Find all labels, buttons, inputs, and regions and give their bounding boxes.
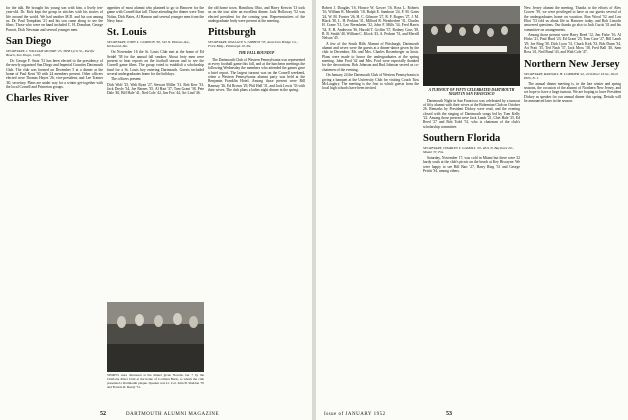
page-footer: DARTMOUTH ALUMNI MAGAZINE [126, 412, 220, 417]
section-heading-charles-river: Charles River [6, 93, 69, 105]
right-column-1 [322, 6, 419, 92]
section-body-text: On January 24 the Dartmouth Club of Western Pennsylvania is giving a banquet at the University Club for visiting Coach Tuss McLaughry. The meeting is the first to which guests from the local high schools have been invited. [322, 73, 419, 91]
section-heading-st-louis: St. Louis [107, 27, 147, 39]
secretary-line: SECRETARY, J. WILLIAM MOORE '25, 3838 Lyric St., Pacific Beach, San Diego, Calif. [6, 49, 95, 58]
secretary-line: SECRETARY, WALLACE S. GIBBON '33, American Bridge Co., Frick Bldg., Pittsburgh 19, Pa. [208, 40, 298, 49]
section-heading-southern-florida: Southern Florida [423, 133, 501, 145]
left-column-3 [208, 6, 305, 93]
section-body-text: Saturday, November 17, was cold in Miami but there were 32 hardy souls at the club's picnic on the beach at Key Biscayne. We were happy to see Bill Barr '27, Harry Ring '31 and George Pettitt '34, among others. [423, 156, 520, 174]
section-body-text: On November 16 the St. Louis Club met at the home of Ed Seidel '38 for the annual fall smoker. About forty men were present to hear reports on the football season and to see the Cornell game films. The group voted to establish a scholarship fund for a St. Louis boy entering Dartmouth. Guests included several undergraduates home for the holidays. [107, 50, 204, 77]
page-number: 53 [446, 411, 452, 417]
section-heading-san-diego: San Diego [6, 36, 52, 48]
column-intro-text: appetites of most alumni who planned to go to Hanover for the game with Cornell that fall. Those attending the dinner were Tom Nolan, Dick Bates, Al Hanson and several younger men from the Navy base. [107, 6, 204, 24]
page-number: 52 [100, 411, 106, 417]
column-intro-text: New Jersey alumni the meeting. Thanks to the efforts of Alex Grover '39, we were privileged to have as our guests several of the undergraduates home on vacation. Ron Wood '52 and Len Eliot '53 told us about life in Hanover today, and Bob Lincoln answered questions. Our thanks go also to Jack Curtis '41 and his committee on arrangements. [524, 6, 621, 32]
right-page [316, 0, 628, 420]
san-francisco-photo [423, 6, 520, 86]
section-heading-pittsburgh: Pittsburgh [208, 27, 256, 39]
section-body-text: Dr. George F. Stutz '31 has been elected to the presidency of the newly organized San Diego and Imperial Counties Dartmouth Club. The club was formed on December 5 at a dinner at the home of Paul Kent '30 with 24 members present. Other officers elected were Thomas Hayes '26, vice-president, and Lee Trainer '40, secretary. Plans are under way for a winter get-together with the local Cornell and Princeton groups. [6, 59, 103, 90]
section-body-text: The Dartmouth Club of Western Pennsylvania was represented at every football game this fall, and at the luncheon meetings the following Wednesday the members who attended the games gave a brief report. The largest turnout was on the Cornell weekend, when a Western Pennsylvania alumni party was held at the Benjamin Franklin Hotel. Among those present were Bill Ramsay '26, Ed Brown '29, Phil Hall '31, and Jack Lewis '33 with their wives. The club plans a ladies night dinner in the spring. [208, 57, 305, 93]
photo-caption: SPORTS were discussed at the dinner given Novem- ber 7 by the Charlotte River Club at the home of Cortland Buck, to whom the club presented a Dartmouth plaque. Speaker was Lt. Col. John B. Sheldon '35 and Francis R. Reedy '51. [107, 373, 204, 389]
left-column-2 [107, 6, 204, 97]
photo-caption: A TURNOUT OF FIFTY CELEBRATED DARTMOUTH NIGHT IN SAN FRANCISCO [428, 88, 515, 97]
attendee-list: Among those present were Harry Reed '12, Jim Fiske '16, Al Hicks '21, Paul Hurd '23, Ed Grant '25, Tom Case '27, Bill Lamb '29, Joe Ring '30, Dick Lyon '31, Chuck Kirk '33, Bob Dunn '34, Art Pratt '35, Ted Nash '37, Jack Moss '38, Fred Ball '40, Sam Ross '41, Ned Bond '43, and Walt Cole '47. [524, 33, 621, 55]
column-intro-text: for the talk. He brought his young son with him, a lively ten-year-old. Dr. Kirk kept the group in stitches with his stories of life around the world. We had another M.D. and his son among us. Dr. Paul Tompkins '21 and his son came along to see the films. Those who were on hand included C. H. Donahue, George Parrott, Dick Newman and several younger men. [6, 6, 103, 32]
right-column-3 [524, 6, 621, 105]
left-column-1 [6, 6, 103, 106]
column-intro-text: the old home town. Hamilton, Ohio, and Harry Kerwin '13 took us on the tour after an excellent dinner. Jack Holloway '52 was elected president for the coming year. Representatives of the undergraduate body were present at the meeting. [208, 6, 305, 24]
officers-heading: The officers present: [111, 77, 142, 82]
club-dinner-photo [107, 302, 204, 372]
column-intro-text: Robert J. Douglas '16, Horace W. Gower '16, Ross L. Roberts '16, William R. Meredith '18, Ralph E. Samborn '24, F. M. Gates '24, W. M. Forster '26, H. C. Gilmore '27, R. F. Rogers '27, J. M. Black '30, L. H. Perkins '31, Milford R. Weatherbee '31, Charles H. Crane '31, Leo Brensheim '32, John F. Mills '34, Fred Harris '34, E. B. Anderson '36, Harold T. Griffin '37, Rodney Goss '38, R. B. Smith '40, William C. Klock '43, A. Pedone '51, and Merrill Nelson '45. [322, 6, 419, 41]
page-footer: Issue of JANUARY 1952 [324, 412, 386, 417]
section-body-text: A few of the South Hills Alumni of Pittsburgh, Dartmouth alumni and wives were the guests at a dinner-dance given by the club in December, Mr. and Mrs. Charles Rosenberger as hosts. Plans were made to honor the undergraduates at the spring meeting. John Ford '42 and Mrs. Ford were especially thanked for the decorations. Bob Johnson and Bud Johnson served as co-chairmen of the evening. [322, 41, 419, 72]
officers-list: Dick Wolf '25, Walt Ryan '27, Stewart Miller '31, Bob Kerr '33, Jack Doyle '34, Joe Barnes '35, Al Hart '37, Tom Grant '38, Pete Dale '40, Bill Hale '41, Ned Cole '42, Jim Fox '44, Art Lind '46. [107, 82, 204, 96]
secretary-line: SECRETARY, RANDALL H. LORIMER '42, 20 Kilmer Drive, Short Hills, N. J. [524, 71, 619, 80]
section-body-text: The annual dinner meeting is, in the late winter and spring seasons, the occasion of the alumni of Northern New Jersey, and we hope to have a large turnout. We are hoping to have President Dickey as speaker for our annual dinner this spring. Details will be announced later in the season. [524, 81, 621, 104]
section-body-text: Dartmouth Night in San Francisco was celebrated by a turnout of fifty alumni with their wives at the Bohemian Club on October 26. Remarks by President Dickey were read, and the evening closed with the singing of Dartmouth songs led by Tom Kelly '22. Among those present were Jack Lamb '21, Chet Hale '25, Ed Reed '27 and Bob Todd '31, who is chairman of the club's scholarship committee. [423, 98, 520, 129]
section-heading-northern-new-jersey: Northern New Jersey [524, 58, 620, 70]
secretary-line: SECRETARY, JOHN L. GORDON '36, 545 N. Holmes Ave., Kirkwood, Mo. [107, 40, 191, 49]
right-column-2 [423, 88, 520, 174]
secretary-line: SECRETARY, CHARLES T. GASKILL '20, 4811 N. Bayshore Dr., Miami 37, Fla. [423, 146, 514, 155]
left-page [0, 0, 312, 420]
article-subhead: THE FALL ROUNDUP [238, 51, 275, 56]
